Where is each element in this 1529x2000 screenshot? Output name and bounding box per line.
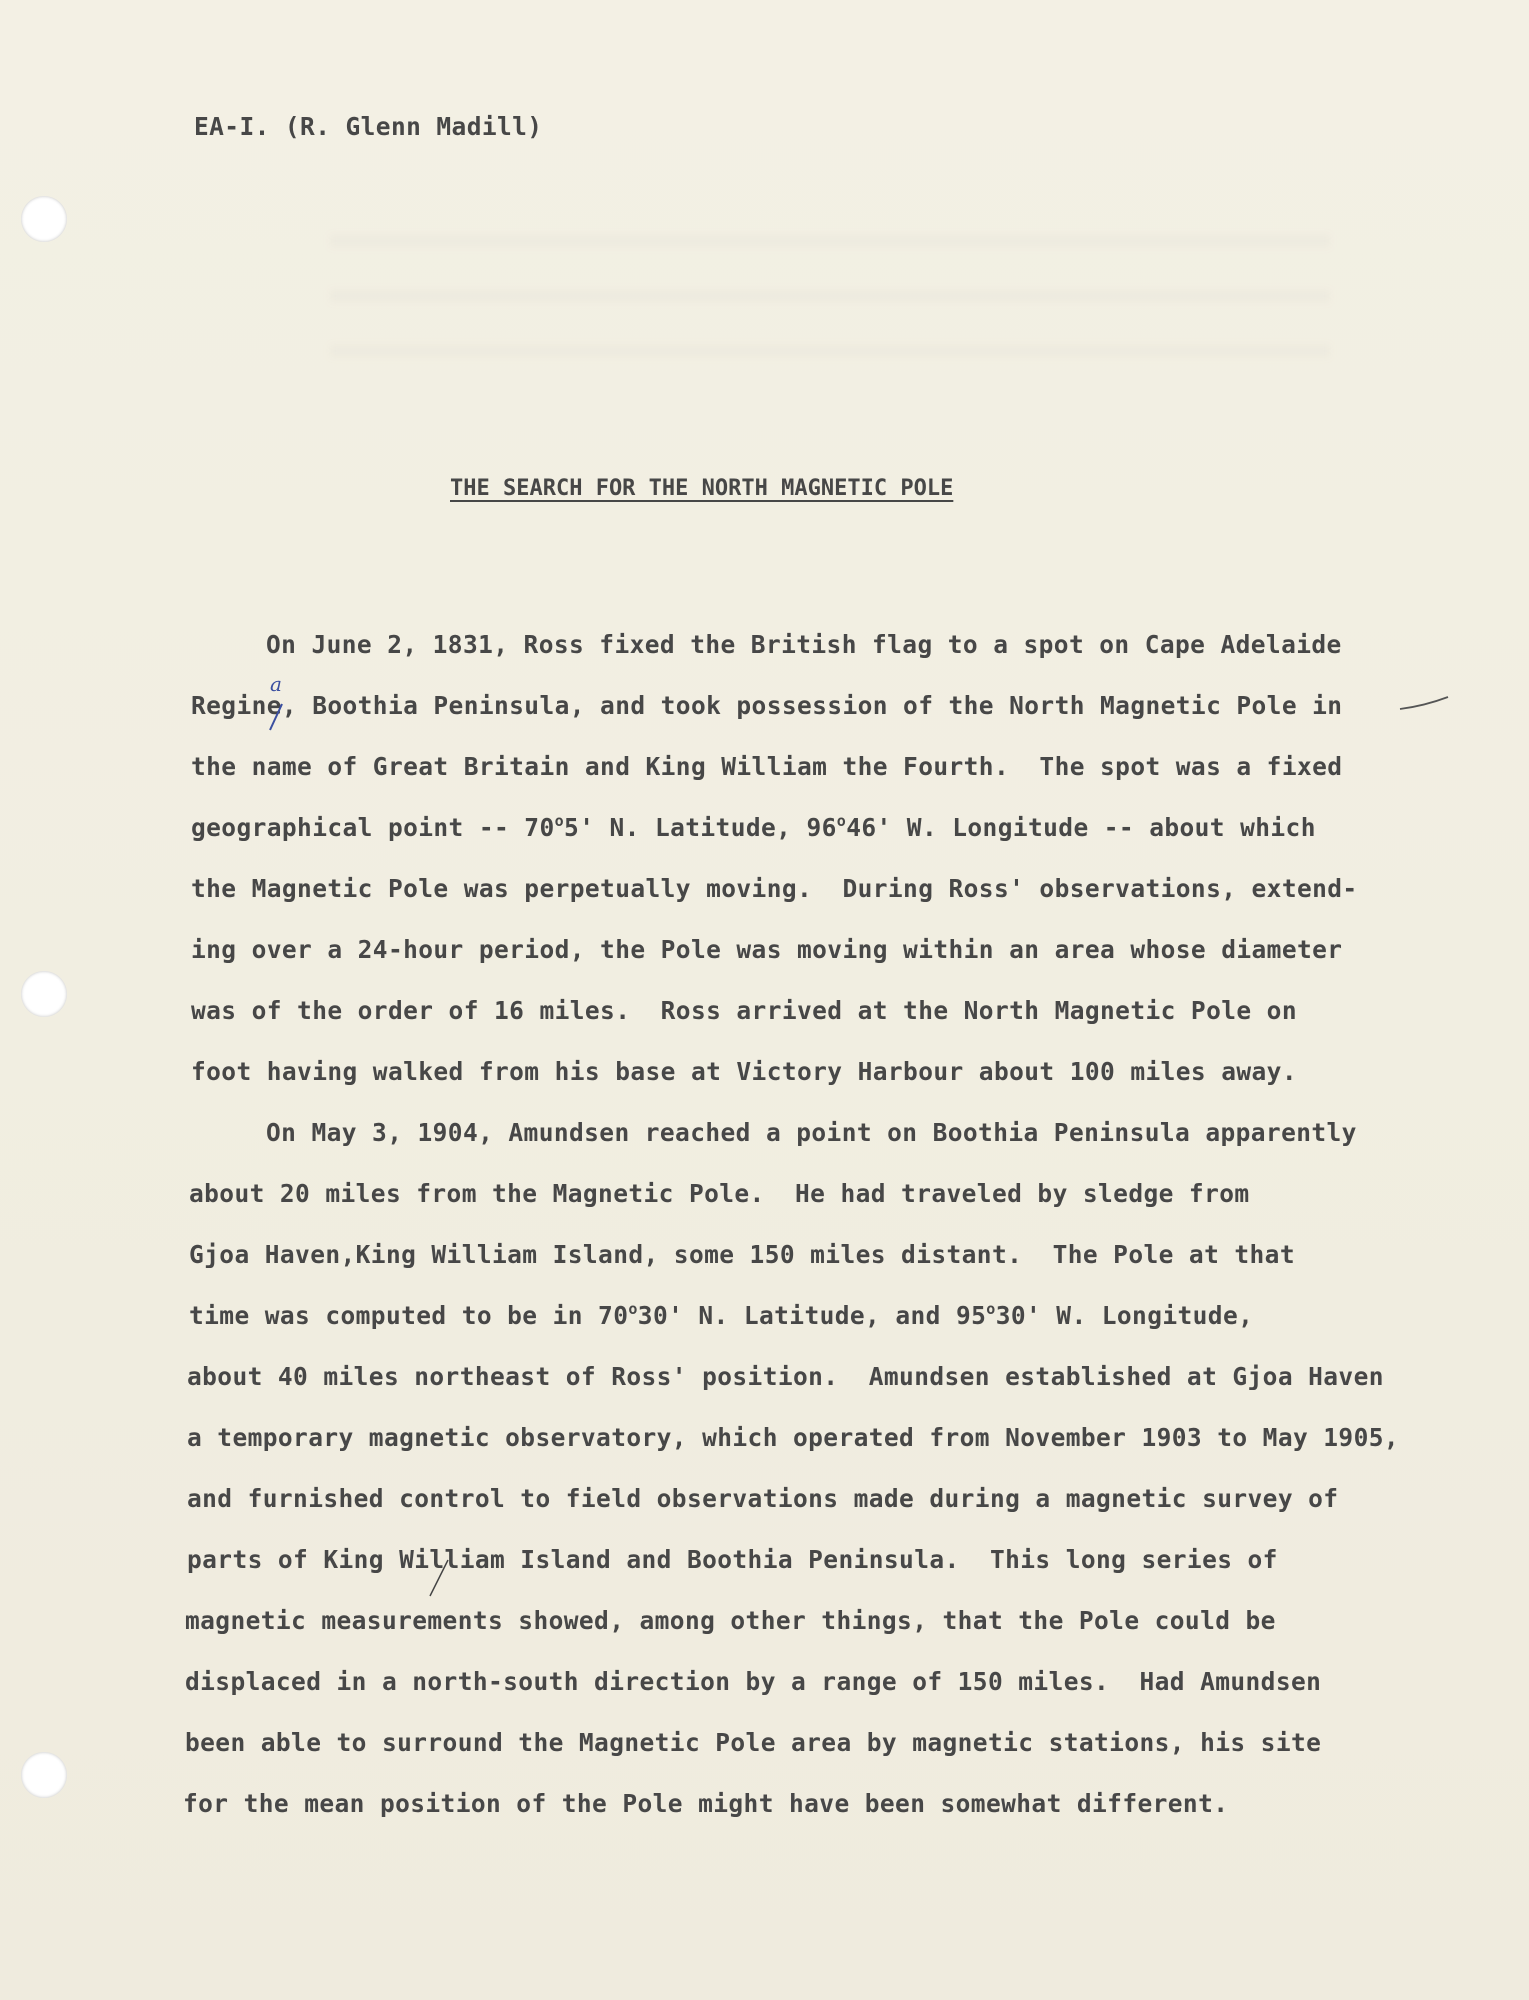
p1-line-6: ing over a 24-hour period, the Pole was moving within an area whose diameter: [191, 935, 1343, 964]
p2-line-12: for the mean position of the Pole might have been somewhat different.: [183, 1789, 1229, 1818]
degree-mark: o: [554, 812, 565, 830]
p2-line-9: magnetic measurements showed, among other things, that the Pole could be: [185, 1606, 1276, 1635]
punch-hole: [21, 971, 67, 1017]
p1-line-2: Regine, Boothia Peninsula, and took possession of the North Magnetic Pole in: [191, 691, 1343, 720]
p2-line-2: about 20 miles from the Magnetic Pole. He had traveled by sledge from: [189, 1179, 1250, 1208]
p1-line-4-c: 5' N. Latitude, 96: [564, 813, 837, 842]
p1-line-4-a: geographical point -- 70: [191, 813, 555, 842]
p1-line-8: foot having walked from his base at Victory Harbour about 100 miles away.: [191, 1057, 1297, 1086]
handwritten-correction: a: [270, 672, 282, 696]
p2-line-4-a: time was computed to be in 70: [189, 1301, 629, 1330]
p1-line-3: the name of Great Britain and King William the Fourth. The spot was a fixed: [191, 752, 1343, 781]
degree-mark: o: [986, 1300, 996, 1318]
p2-line-10: displaced in a north-south direction by a range of 150 miles. Had Amundsen: [185, 1667, 1322, 1696]
pencil-stroke-mark: [424, 1556, 454, 1600]
p1-line-4-e: 46' W. Longitude -- about which: [846, 813, 1316, 842]
p2-line-7: and furnished control to field observations made during a magnetic survey of: [187, 1484, 1339, 1513]
p2-line-1: On May 3, 1904, Amundsen reached a point on Boothia Peninsula apparently: [266, 1118, 1357, 1147]
p2-line-8: parts of King William Island and Boothia Peninsula. This long series of: [187, 1545, 1278, 1574]
margin-tick-mark: [1398, 694, 1452, 714]
p2-line-3: Gjoa Haven,King William Island, some 150 miles distant. The Pole at that: [189, 1240, 1295, 1269]
bleed-through: [330, 290, 1330, 302]
bleed-through: [330, 345, 1330, 357]
p1-line-7: was of the order of 16 miles. Ross arrived at the North Magnetic Pole on: [191, 996, 1297, 1025]
document-title: THE SEARCH FOR THE NORTH MAGNETIC POLE: [450, 476, 954, 501]
p1-line-4: [191, 813, 1316, 843]
p2-line-4-e: 30' W. Longitude,: [995, 1301, 1254, 1330]
p2-line-4-c: 30' N. Latitude, and 95: [637, 1301, 987, 1330]
p2-line-11: been able to surround the Magnetic Pole area by magnetic stations, his site: [185, 1728, 1322, 1757]
p1-line-5: the Magnetic Pole was perpetually moving. During Ross' observations, extend-: [191, 874, 1358, 903]
p2-line-4: [189, 1301, 1253, 1331]
degree-mark: o: [628, 1300, 638, 1318]
p2-line-6: a temporary magnetic observatory, which operated from November 1903 to May 1905,: [187, 1423, 1400, 1452]
document-reference: EA-I. (R. Glenn Madill): [194, 112, 543, 141]
punch-hole: [21, 1752, 67, 1798]
degree-mark: o: [836, 812, 847, 830]
p2-line-5: about 40 miles northeast of Ross' position. Amundsen established at Gjoa Haven: [187, 1362, 1384, 1391]
strike-mark: [264, 700, 286, 734]
punch-hole: [21, 196, 67, 242]
bleed-through: [330, 235, 1330, 247]
p1-line-1: On June 2, 1831, Ross fixed the British flag to a spot on Cape Adelaide: [266, 630, 1342, 659]
